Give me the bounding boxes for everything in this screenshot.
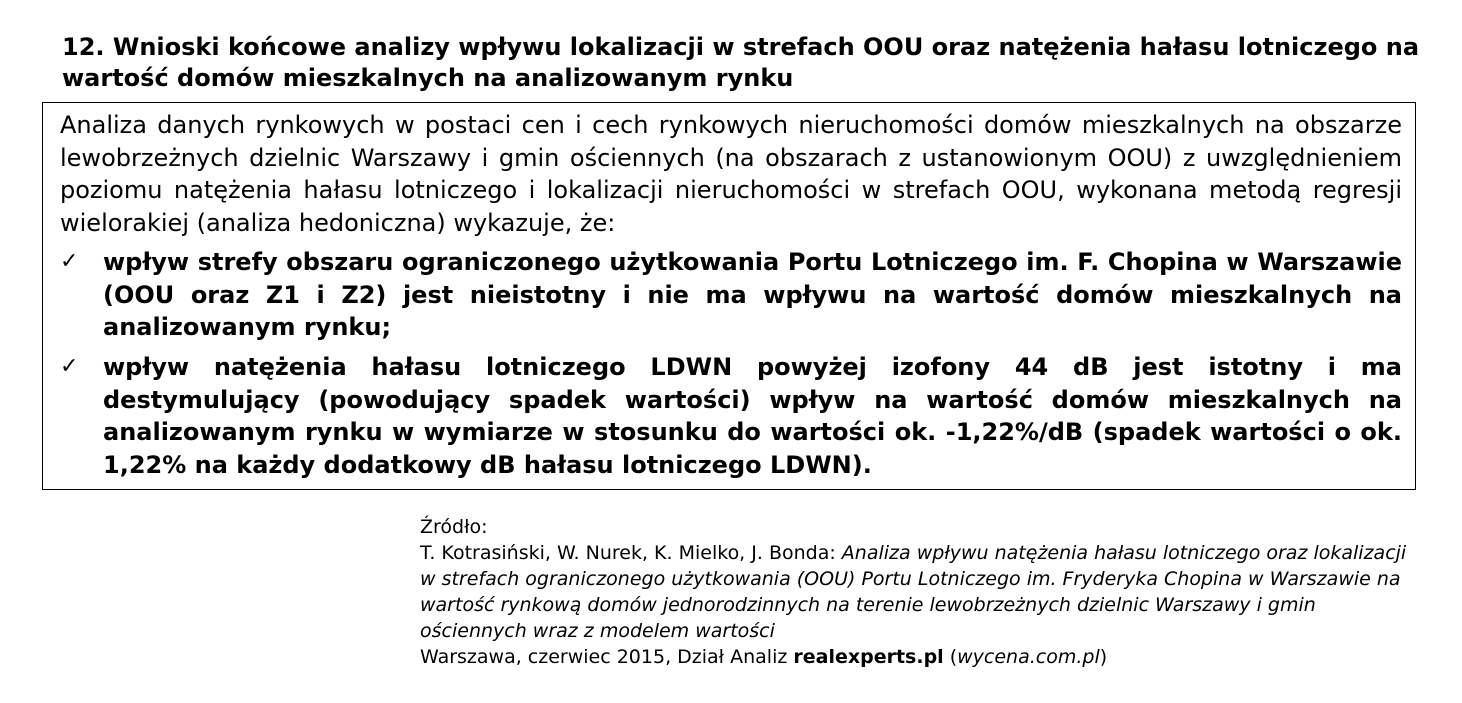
source-brand: realexperts.pl: [793, 646, 944, 668]
source-site: wycena.com.pl: [957, 646, 1100, 668]
source-place-date: Warszawa, czerwiec 2015, Dział Analiz: [420, 646, 794, 668]
conclusion-text: wpływ strefy obszaru ograniczonego użytkowania Portu Lotniczego im. F. Chopina w Warszawie (OOU oraz Z1 i Z2) jest nieistotny i nie ma wpływu na wartość domów mieszkalnych na analizowanym rynku;: [103, 248, 1402, 341]
page-title: 12. Wnioski końcowe analizy wpływu lokalizacji w strefach OOU oraz natężenia hałasu lotniczego na wartość domów mieszkalnych na analizowanym rynku: [62, 33, 1420, 92]
checkmark-icon: ✓: [60, 249, 79, 274]
source-close-paren: ): [1099, 646, 1108, 668]
source-citation: [420, 514, 1420, 670]
source-title: Analiza wpływu natężenia hałasu lotniczego oraz lokalizacji w strefach ograniczonego użytkowania (OOU) Portu Lotniczego im. Fryderyka Chopina w Warszawie na wartość rynkową domów jednorodzinnych na terenie lewobrzeżnych dzielnic Warszawy i gmin ościennych wraz z modelem wartości: [420, 542, 1407, 642]
source-open-paren: (: [943, 646, 958, 668]
checkmark-icon: ✓: [60, 354, 79, 379]
source-authors: T. Kotrasiński, W. Nurek, K. Mielko, J. Bonda:: [420, 542, 842, 564]
conclusion-text: wpływ natężenia hałasu lotniczego LDWN powyżej izofony 44 dB jest istotny i ma destymulujący (powodujący spadek wartości) wpływ na wartość domów mieszkalnych na analizowanym rynku w wymiarze w stosunku do wartości ok. -1,22%/dB (spadek wartości o ok. 1,22% na każdy dodatkowy dB hałasu lotniczego LDWN).: [103, 353, 1402, 479]
conclusion-item: [60, 246, 1402, 344]
source-publication: [420, 644, 1420, 670]
conclusions-intro: Analiza danych rynkowych w postaci cen i cech rynkowych nieruchomości domów mieszkalnych na obszarze lewobrzeżnych dzielnic Warszawy i gmin ościennych (na obszarach z ustanowionym OOU) z uwzględnieniem poziomu natężenia hałasu lotniczego i lokalizacji nieruchomości w strefach OOU, wykonana metodą regresji wielorakiej (analiza hedoniczna) wykazuje, że:: [60, 111, 1402, 237]
conclusion-item: [60, 351, 1402, 481]
source-reference: [420, 540, 1420, 644]
conclusions-box: [42, 102, 1416, 490]
source-label: Źródło:: [420, 516, 488, 538]
